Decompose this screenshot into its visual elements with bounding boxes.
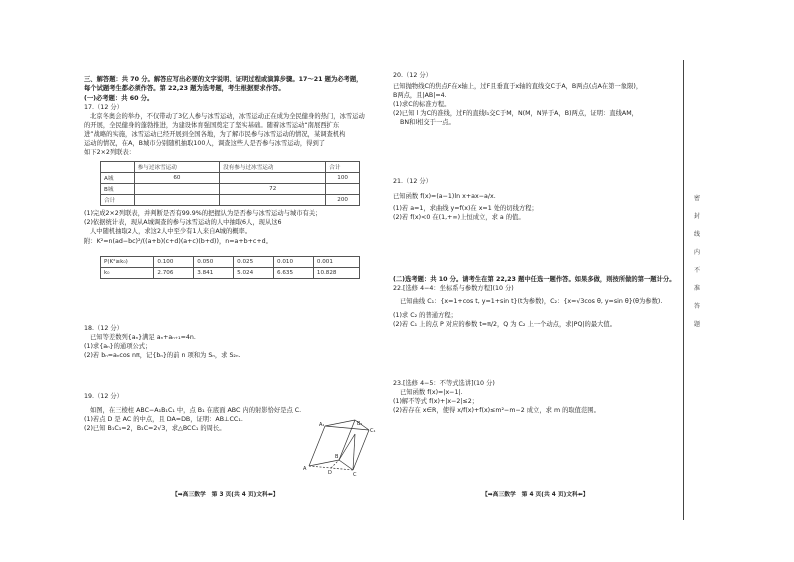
figure-label: B bbox=[335, 454, 339, 460]
q20-line: (1)求C的标准方程。 bbox=[393, 101, 451, 108]
q20-line: B两点，且|AB|=4. bbox=[393, 92, 447, 99]
q17-sub2: (2)依据统计表，现从A城调查的参与冰雪运动的人中抽取6人，现从这6 bbox=[84, 219, 282, 226]
q17-line: 进”战略的实施，冰雪运动已经开展到全国各地，为了解市民参与冰雪运动的情况，某调查机构 bbox=[84, 131, 346, 138]
right-page-footer: 【➡高三数学 第 4 页(共 4 页)文科⬅】 bbox=[482, 492, 589, 498]
figure-label: D bbox=[328, 470, 332, 476]
q18-line: (1)求{aₙ}的通项公式； bbox=[84, 343, 152, 350]
table-cell: 200 bbox=[326, 195, 360, 206]
figure-label: B₁ bbox=[357, 421, 363, 427]
q17-line: 如下2×2列联表： bbox=[84, 149, 136, 156]
table-cell: 合计 bbox=[101, 195, 135, 206]
q20-line: (2)已知 l 为C的准线，过F的直线l₁交C于M，N(M，N异于A，B)两点，证明：直线AM， bbox=[393, 110, 638, 117]
q17-contingency-table bbox=[100, 161, 360, 206]
table-cell: k₀ bbox=[101, 268, 154, 279]
margin-char: 答 bbox=[693, 303, 700, 310]
q18-line: 已知等差数列{aₙ}满足 aₙ+aₙ₊₁=4n. bbox=[90, 334, 196, 341]
table-cell bbox=[101, 162, 135, 173]
q19-title: 19.（12 分） bbox=[84, 393, 123, 400]
q17-sub2b: 人中随机抽取2人，求这2人中至少有1人来自A城的概率。 bbox=[90, 228, 252, 235]
figure-label: C₁ bbox=[370, 428, 376, 434]
table-cell: 10.828 bbox=[313, 268, 359, 279]
binding-margin-notice bbox=[692, 190, 702, 334]
q21-title: 21.（12 分） bbox=[393, 178, 432, 185]
table-cell: 2.706 bbox=[154, 268, 194, 279]
q21-line: (2)若 f(x)<0 在(1,+∞)上恒成立，求 a 的值。 bbox=[393, 214, 525, 221]
q18-line: (2)若 bₙ=aₙcos nπ，记{bₙ}的前 n 项和为 Sₙ，求 S₂ₙ. bbox=[84, 352, 241, 359]
q19-line: (1)若点 D 是 AC 的中点，且 DA=DB，证明：AB⊥CC₁. bbox=[84, 416, 243, 423]
section-header-line2: 每个试题考生都必须作答。第 22,23 题为选考题，考生根据要求作答。 bbox=[84, 85, 285, 92]
optional-header: (二)选考题：共 10 分。请考生在第 22,23 题中任选一题作答。如果多做，则按所做的第一题计分。 bbox=[393, 276, 676, 283]
margin-char: 密 bbox=[693, 195, 700, 202]
margin-char: 封 bbox=[693, 213, 700, 220]
table-row bbox=[101, 268, 360, 279]
table-cell bbox=[134, 184, 219, 195]
q18-title: 18.（12 分） bbox=[84, 325, 123, 332]
q17-line: 北京冬奥会的举办，不仅带动了3亿人参与冰雪运动，冰雪运动正在成为全民健身的热门，冰雪运动 bbox=[90, 113, 365, 120]
section-header-line1: 三、解答题：共 70 分。解答应写出必要的文字说明、证明过程或演算步骤。17～21 题为必考题， bbox=[84, 76, 363, 83]
required-title: (一)必考题：共 60 分。 bbox=[84, 95, 154, 102]
q23-line: 已知函数 f(x)=|x−1|. bbox=[400, 389, 463, 396]
table-cell: 参与过冰雪运动 bbox=[134, 162, 219, 173]
table-cell: B城 bbox=[101, 184, 135, 195]
figure-label: C bbox=[353, 472, 357, 478]
q17-line: 的开展，全民健身的蓬勃推进，为建设体育强国奠定了坚实基础。随着冰雪运动“南展西扩东 bbox=[84, 122, 340, 129]
q17-line: 运动的情况，在A，B城市分别随机抽取100人，调查这些人是否参与冰雪运动，得到了 bbox=[84, 140, 326, 147]
table-cell: P(K²≥k₀) bbox=[101, 257, 154, 268]
q21-line: (1)若 a=1，求曲线 y=f(x)在 x=1 处的切线方程； bbox=[393, 205, 538, 212]
table-row bbox=[101, 195, 360, 206]
q17-formula: 附：K²=n(ad−bc)²/((a+b)(c+d)(a+c)(b+d))，n=a+b+c+d。 bbox=[84, 238, 272, 245]
table-cell bbox=[220, 173, 326, 184]
q20-line: BN和l相交于一点。 bbox=[400, 119, 455, 126]
table-cell: 100 bbox=[326, 173, 360, 184]
q22-line: (2)若 C₁ 上的点 P 对应的参数 t=π/2，Q 为 C₂ 上一个动点，求|PQ|的最大值。 bbox=[393, 321, 617, 328]
figure-label: A₁ bbox=[319, 422, 325, 428]
table-row bbox=[101, 184, 360, 195]
table-row bbox=[101, 257, 360, 268]
table-cell: 0.100 bbox=[154, 257, 194, 268]
table-cell: 0.010 bbox=[274, 257, 314, 268]
table-cell: 3.841 bbox=[194, 268, 234, 279]
table-row bbox=[101, 162, 360, 173]
table-cell: 0.025 bbox=[234, 257, 274, 268]
q17-sub1: (1)完成2×2列联表，并判断是否有99.9%的把握认为是否参与冰雪运动与城市有关； bbox=[84, 210, 322, 217]
q23-line: (1)解不等式 f(x)+|x−2|≤2； bbox=[393, 398, 479, 405]
q20-title: 20.（12 分） bbox=[393, 72, 432, 79]
margin-char: 内 bbox=[693, 249, 700, 256]
q19-line: 如图，在三棱柱 ABC−A₁B₁C₁ 中，点 B₁ 在底面 ABC 内的射影恰好是点 C. bbox=[90, 407, 302, 414]
table-cell bbox=[220, 195, 326, 206]
q22-line: 已知曲线 C₁：{x=1+cos t, y=1+sin t}(t为参数)，C₂：{x=√3cos θ, y=sin θ}(θ为参数). bbox=[400, 298, 663, 305]
table-cell: 没有参与过冰雪运动 bbox=[220, 162, 326, 173]
left-page-footer: 【➡高三数学 第 3 页(共 4 页)文科⬅】 bbox=[172, 492, 279, 498]
table-cell: 合计 bbox=[326, 162, 360, 173]
table-cell: 60 bbox=[134, 173, 219, 184]
table-cell: A城 bbox=[101, 173, 135, 184]
margin-char: 不 bbox=[693, 267, 700, 274]
q21-line: 已知函数 f(x)=(a−1)ln x+ax−a/x. bbox=[393, 193, 496, 200]
q17-critical-value-table bbox=[100, 256, 360, 279]
q22-line: (1)求 C₂ 的普通方程； bbox=[393, 312, 457, 319]
margin-char: 题 bbox=[693, 321, 700, 328]
q19-prism-figure bbox=[295, 418, 377, 478]
table-cell: 0.050 bbox=[194, 257, 234, 268]
q20-line: 已知抛物线C的焦点F在x轴上，过F且垂直于x轴的直线交C于A，B两点(点A在第一象限)， bbox=[393, 83, 643, 90]
q22-title: 22.[选修 4−4：坐标系与参数方程](10 分) bbox=[393, 285, 514, 292]
margin-char: 线 bbox=[693, 231, 700, 238]
margin-char: 准 bbox=[693, 285, 700, 292]
table-cell: 72 bbox=[220, 184, 326, 195]
table-cell: 6.635 bbox=[274, 268, 314, 279]
table-cell: 0.001 bbox=[313, 257, 359, 268]
table-row bbox=[101, 173, 360, 184]
table-cell: 5.024 bbox=[234, 268, 274, 279]
q19-line: (2)已知 B₁C₁=2，B₁C=2√3，求△BCC₁ 的周长。 bbox=[84, 425, 226, 432]
q23-line: (2)若存在 x∈R，使得 x/f(x)+f(x)≤m²−m−2 成立，求 m 的取值范围。 bbox=[393, 407, 600, 414]
table-cell bbox=[326, 184, 360, 195]
figure-label: A bbox=[303, 466, 307, 472]
q17-title: 17.（12 分） bbox=[84, 104, 123, 111]
q23-title: 23.[选修 4−5：不等式选讲](10 分) bbox=[393, 380, 495, 387]
table-cell bbox=[134, 195, 219, 206]
binding-line bbox=[683, 60, 685, 520]
